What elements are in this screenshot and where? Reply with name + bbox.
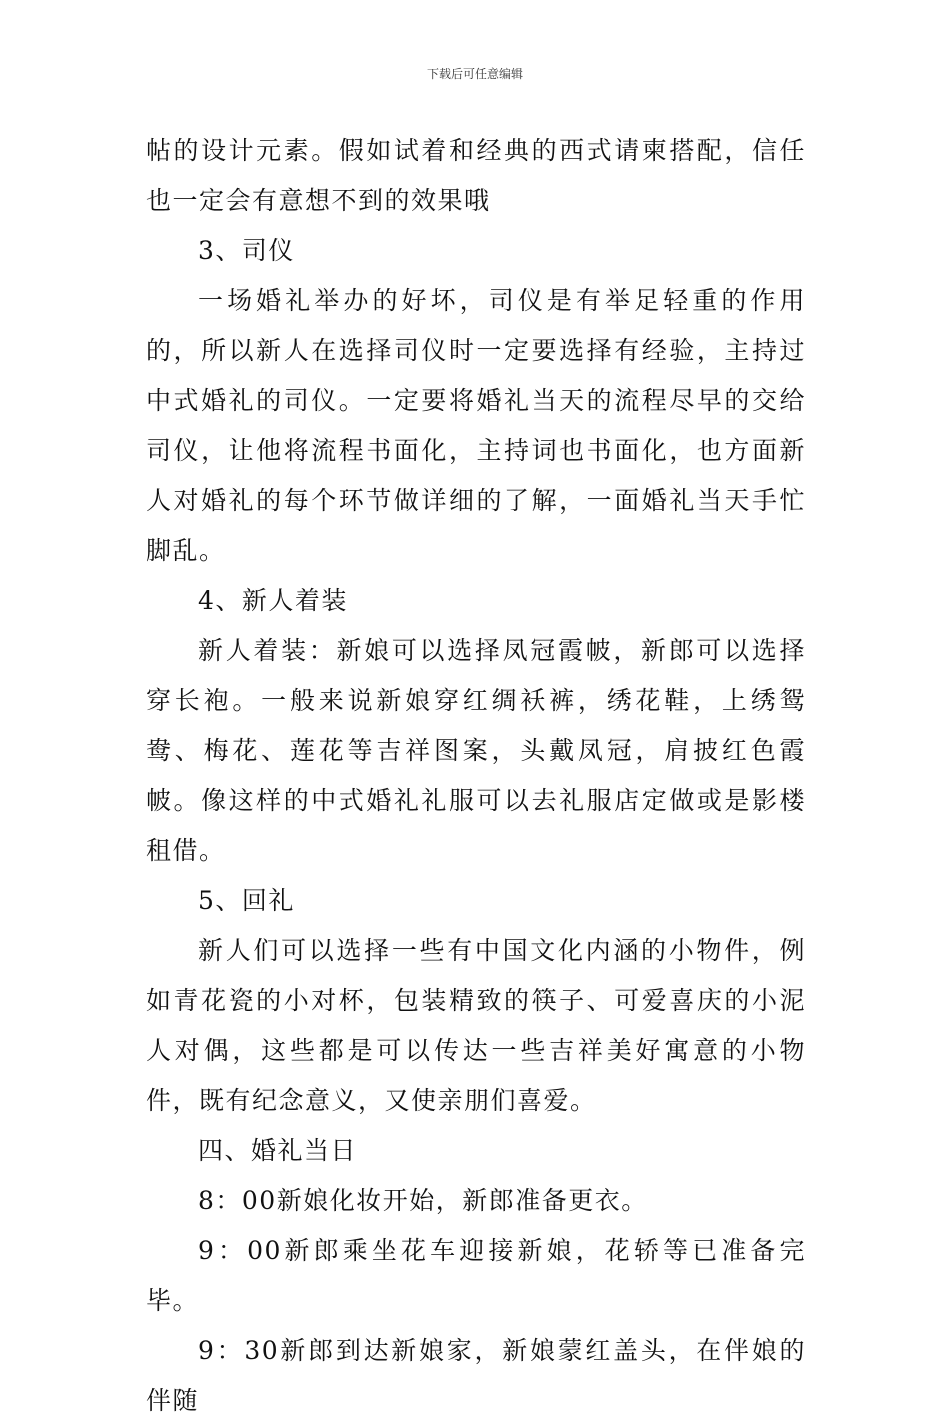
paragraph-1: 帖的设计元素。假如试着和经典的西式请柬搭配，信任也一定会有意想不到的效果哦 xyxy=(146,136,806,215)
page-header: 下载后可任意编辑 xyxy=(426,67,523,81)
section-heading-host: 3、司仪 xyxy=(198,236,295,265)
document-body xyxy=(146,126,806,1426)
section-heading-gifts: 5、回礼 xyxy=(198,886,295,915)
schedule-item-0930: 9：30新郎到达新娘家，新娘蒙红盖头，在伴娘的伴随 xyxy=(146,1336,806,1415)
schedule-item-0800: 8：00新娘化妆开始，新郎准备更衣。 xyxy=(198,1186,648,1215)
paragraph-attire: 新人着装：新娘可以选择凤冠霞帔，新郎可以选择穿长袍。一般来说新娘穿红绸袄裤，绣花鞋，上绣鸳鸯、梅花、莲花等吉祥图案，头戴凤冠，肩披红色霞帔。像这样的中式婚礼礼服可以去礼服店定做或是影楼租借。 xyxy=(146,636,806,865)
paragraph-host: 一场婚礼举办的好坏，司仪是有举足轻重的作用的，所以新人在选择司仪时一定要选择有经验，主持过中式婚礼的司仪。一定要将婚礼当天的流程尽早的交给司仪，让他将流程书面化，主持词也书面化，也方面新人对婚礼的每个环节做详细的了解，一面婚礼当天手忙脚乱。 xyxy=(146,286,806,565)
section-heading-wedding-day: 四、婚礼当日 xyxy=(198,1136,358,1165)
section-heading-attire: 4、新人着装 xyxy=(198,586,348,615)
schedule-item-0900: 9：00新郎乘坐花车迎接新娘，花轿等已准备完毕。 xyxy=(146,1236,806,1315)
paragraph-gifts: 新人们可以选择一些有中国文化内涵的小物件，例如青花瓷的小对杯，包装精致的筷子、可爱喜庆的小泥人对偶，这些都是可以传达一些吉祥美好寓意的小物件，既有纪念意义，又使亲朋们喜爱。 xyxy=(146,936,806,1115)
